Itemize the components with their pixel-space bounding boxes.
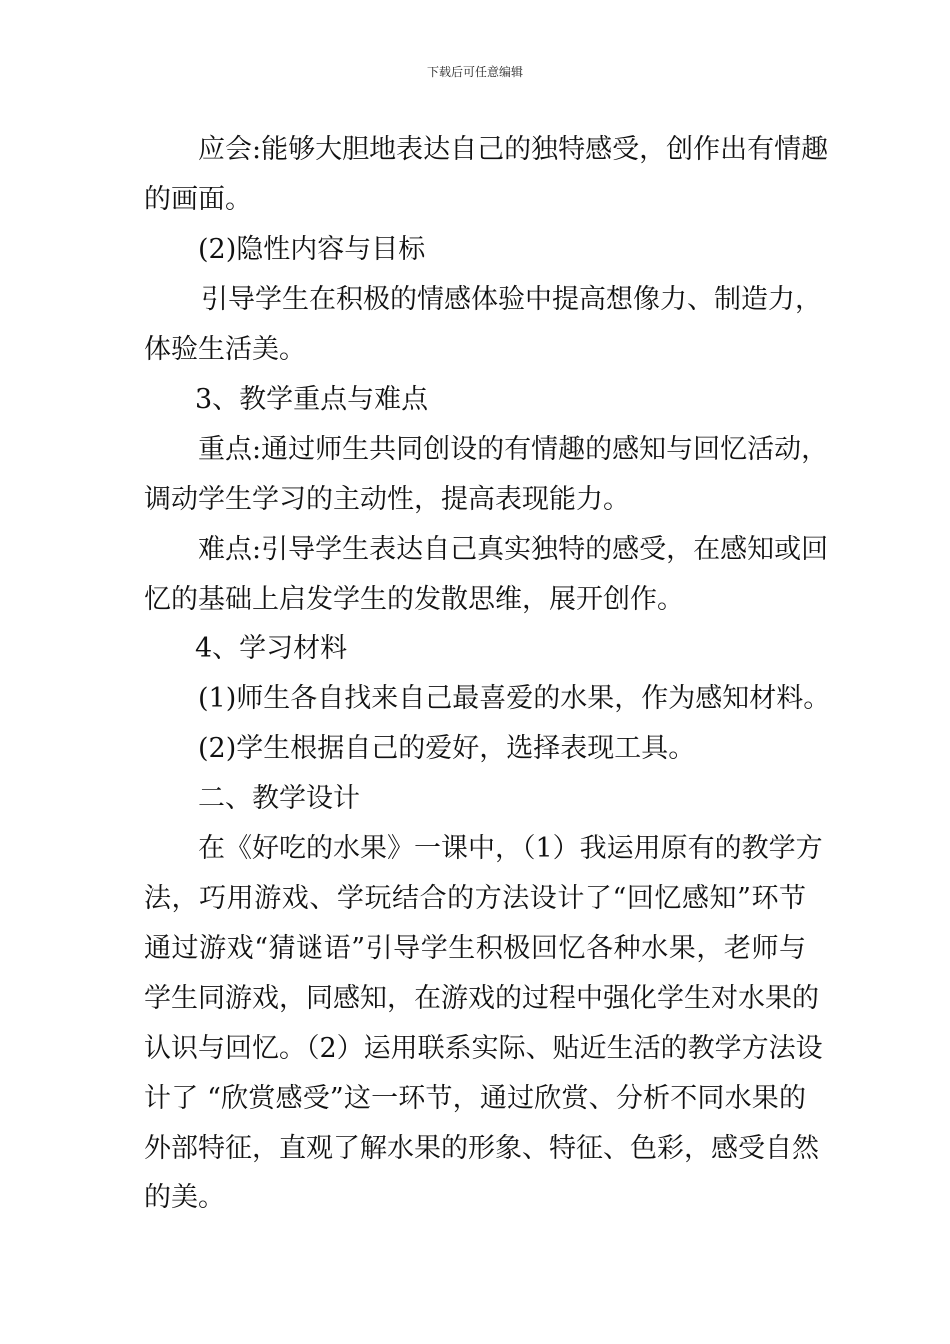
text-line: 重点:通过师生共同创设的有情趣的感知与回忆活动， [198, 434, 829, 465]
text-line: 体验生活美。 [144, 334, 306, 365]
text-line: 引导学生在积极的情感体验中提高想像力、制造力， [201, 284, 822, 315]
section-heading: (2)隐性内容与目标 [198, 234, 426, 265]
text-line: 通过游戏“猜谜语”引导学生积极回忆各种水果，老师与 [144, 933, 806, 964]
section-heading: 3、教学重点与难点 [195, 384, 429, 415]
text-line: 计了 “欣赏感受”这一环节，通过欣赏、分析不同水果的 [144, 1083, 806, 1114]
text-line: 认识与回忆。（2）运用联系实际、贴近生活的教学方法设 [144, 1033, 823, 1064]
text-line: 外部特征，直观了解水果的形象、特征、色彩，感受自然 [144, 1133, 819, 1164]
text-line: 难点:引导学生表达自己真实独特的感受，在感知或回 [198, 534, 829, 565]
text-line: 的画面。 [144, 184, 252, 215]
section-heading: 二、教学设计 [198, 783, 360, 814]
text-line: 的美。 [144, 1182, 225, 1213]
text-line: 调动学生学习的主动性，提高表现能力。 [144, 484, 630, 515]
text-line: 在《好吃的水果》一课中，（1）我运用原有的教学方 [198, 833, 823, 864]
text-line: 法，巧用游戏、学玩结合的方法设计了“回忆感知”环节 [144, 883, 806, 914]
text-line: 忆的基础上启发学生的发散思维，展开创作。 [144, 584, 684, 615]
text-line: (1)师生各自找来自己最喜爱的水果，作为感知材料。 [198, 683, 831, 714]
text-line: 学生同游戏，同感知，在游戏的过程中强化学生对水果的 [144, 983, 819, 1014]
section-heading: 4、学习材料 [195, 633, 348, 664]
text-line: 应会:能够大胆地表达自己的独特感受，创作出有情趣 [198, 134, 829, 165]
text-line: (2)学生根据自己的爱好，选择表现工具。 [198, 733, 696, 764]
page-header: 下载后可任意编辑 [426, 65, 523, 79]
